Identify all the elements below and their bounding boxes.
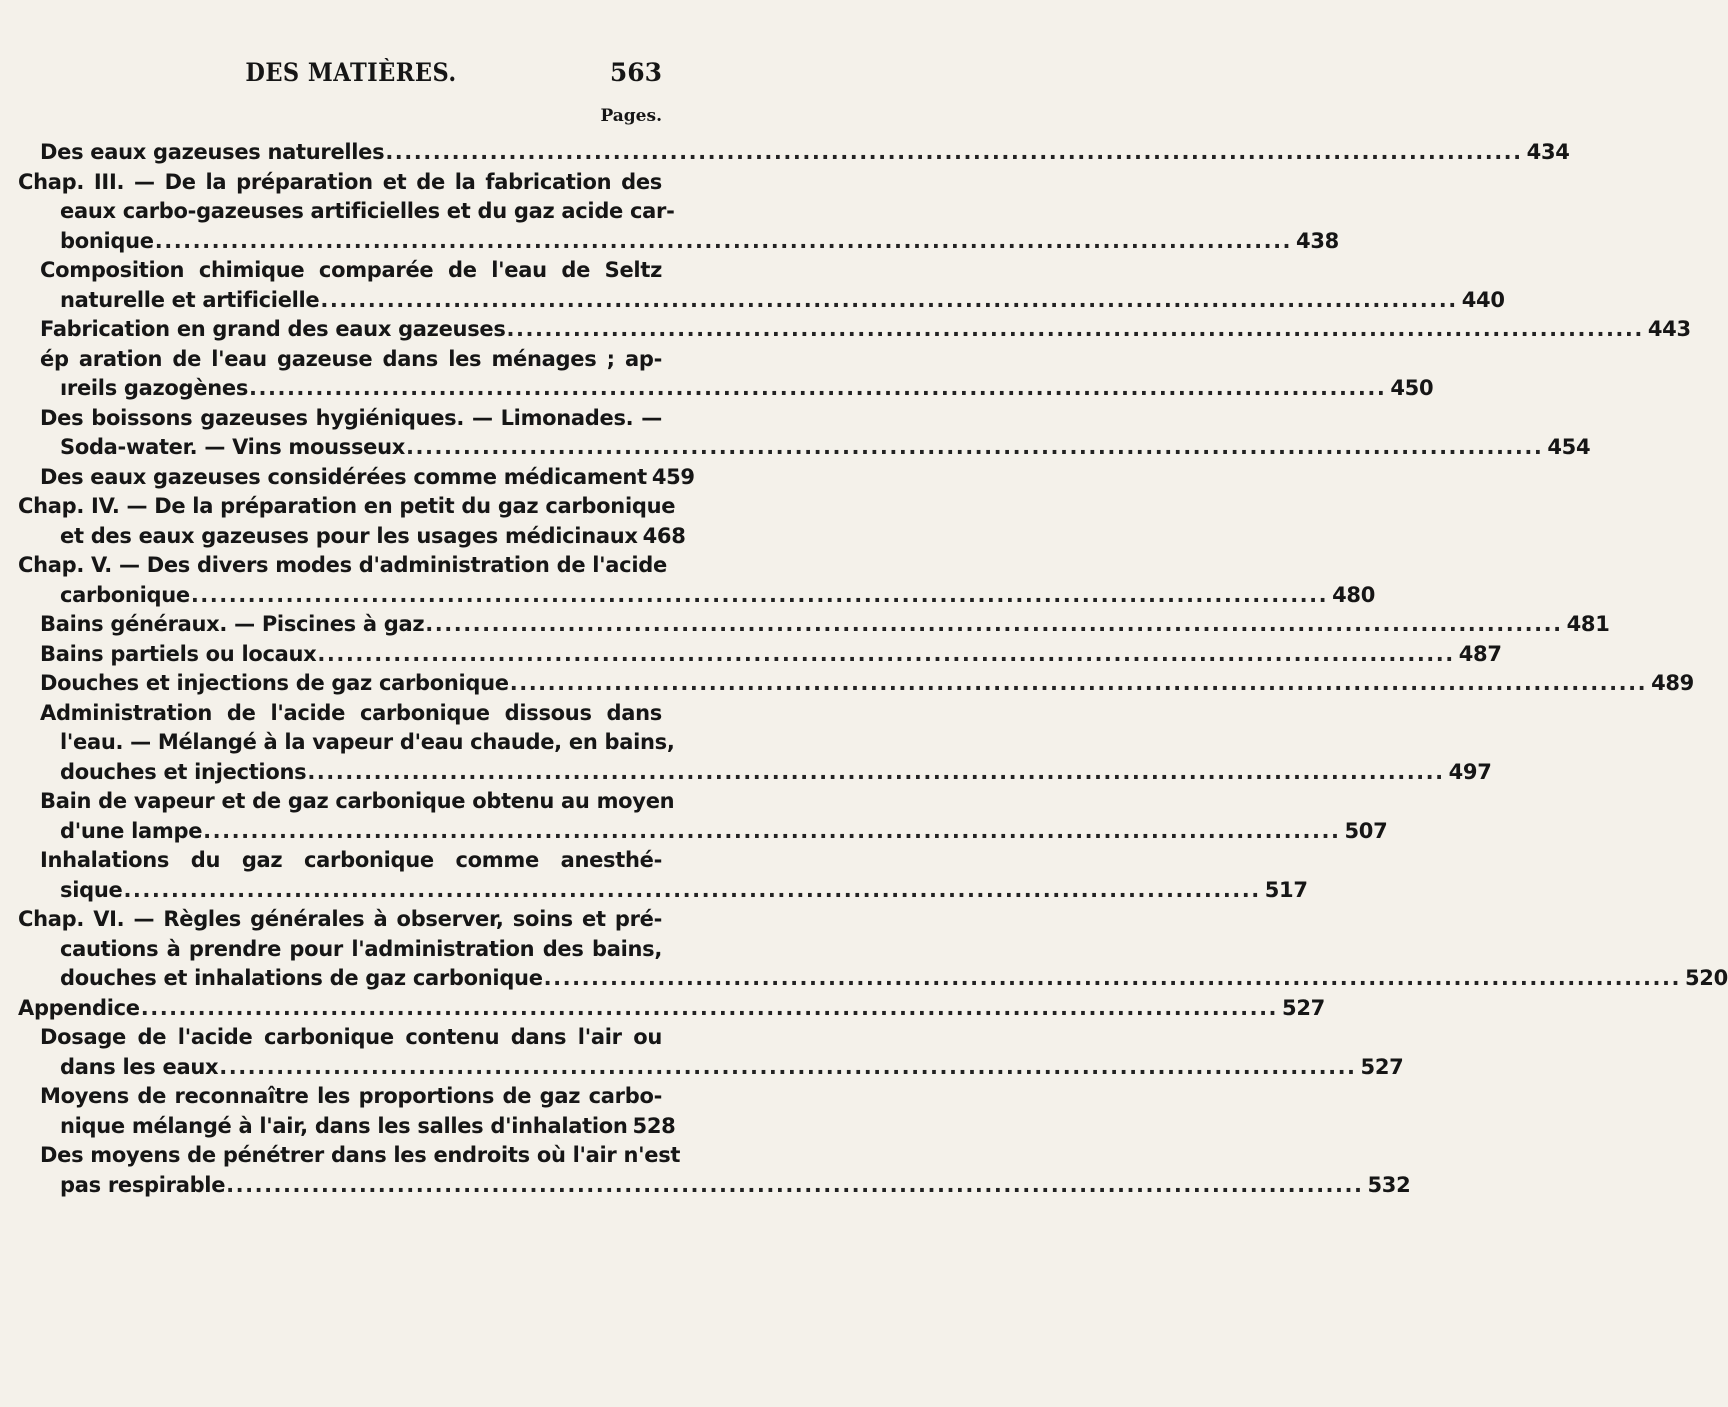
toc-entry-page: 489: [1651, 671, 1694, 695]
pages-column-label: Pages.: [600, 106, 662, 126]
dot-leader: ........................................................................................................................: [425, 612, 1563, 636]
dot-leader: ........................................................................................................................: [406, 435, 1544, 459]
toc-entry-text: Fabrication en grand des eaux gazeuses: [40, 317, 506, 341]
toc-entry-line: [0, 610, 1610, 640]
toc-entry: [0, 1082, 800, 1141]
toc-entry-text: Des eaux gazeuses considérées comme médicament: [40, 464, 647, 489]
dot-leader: ........................................................................................................................: [320, 287, 1458, 312]
toc-entry-text: Appendice: [18, 995, 140, 1020]
running-title: DES MATIÈRES.: [245, 58, 457, 87]
dot-leader: ........................................................................................................................: [190, 582, 1329, 607]
toc-entry-page: 487: [1458, 641, 1502, 666]
toc-entry-line: Chap. V. — Des divers modes d'administration de l'acide: [18, 553, 667, 577]
toc-entry-page: 434: [1526, 140, 1570, 164]
toc-entry-line: [0, 640, 1502, 670]
dot-leader: ........................................................................................................................: [219, 1054, 1357, 1079]
toc-entry: [0, 138, 1570, 168]
toc-entry-line: [0, 138, 1570, 168]
toc-entry-text: bonique: [60, 228, 154, 253]
toc-entry-line: [0, 994, 1325, 1024]
dot-leader: ........................................................................................................................: [140, 995, 1279, 1020]
toc-entry: [0, 404, 1591, 463]
dot-leader: ........................................................................................................................: [509, 671, 1648, 695]
toc-entry-line: Des boissons gazeuses hygiéniques. — Limonades. —: [40, 405, 662, 430]
toc-entry: [0, 256, 1505, 315]
toc-entry-page: 497: [1448, 759, 1492, 784]
toc-entry-line: [0, 876, 1308, 906]
toc-entry-page: 450: [1390, 376, 1434, 400]
toc-entry-line: cautions à prendre pour l'administration des bains,: [60, 936, 662, 961]
dot-leader: ........................................................................................................................: [154, 228, 1293, 253]
toc-entry-page: 481: [1566, 612, 1610, 636]
toc-entry-text: Douches et injections de gaz carbonique: [40, 671, 509, 695]
toc-entry-text: pas respirable: [60, 1172, 226, 1197]
toc-entry-page: 532: [1367, 1172, 1411, 1197]
toc-entry-line: ép aration de l'eau gazeuse dans les ménages ; ap-: [40, 346, 662, 371]
dot-leader: ........................................................................................................................: [226, 1172, 1364, 1197]
toc-entry-text: naturelle et artificielle: [60, 287, 320, 312]
dot-leader: ........................................................................................................................: [385, 140, 1523, 164]
toc-entry: [0, 1141, 1411, 1200]
page-number: 563: [609, 58, 662, 87]
toc-entry: [0, 1023, 1404, 1082]
toc-entry-text: et des eaux gazeuses pour les usages médicinaux: [60, 523, 638, 548]
toc-entry-page: 454: [1547, 435, 1591, 459]
toc-entry-line: Composition chimique comparée de l'eau de Seltz: [40, 258, 662, 282]
toc-entry-page: 459: [651, 464, 695, 489]
toc-entry-line: [0, 315, 1691, 345]
toc-entry-text: douches et injections: [60, 759, 307, 784]
toc-entry-line: eaux carbo-gazeuses artificielles et du gaz acide car-: [60, 199, 675, 223]
toc-entry-page: 528: [632, 1113, 676, 1138]
toc-entry-line: Administration de l'acide carbonique dissous dans: [40, 700, 662, 725]
toc-entry-text: Des eaux gazeuses naturelles: [40, 140, 385, 164]
toc-entry: [0, 168, 1339, 257]
toc-entry-line: [0, 758, 1492, 788]
toc-entry-line: Chap. VI. — Règles générales à observer, soins et pré-: [18, 907, 662, 931]
toc-entry: [0, 551, 1376, 610]
toc-entry-line: [0, 1053, 1404, 1083]
toc-entry: [0, 699, 1492, 788]
toc-entry-line: [0, 374, 1434, 404]
toc-entry-line: Inhalations du gaz carbonique comme anesthé-: [40, 848, 662, 872]
toc-entry-line: [0, 463, 695, 493]
toc-entry: [0, 463, 800, 493]
toc-entry-page: 438: [1296, 228, 1339, 253]
toc-entry: [0, 846, 1308, 905]
dot-leader: ........................................................................................................................: [203, 818, 1341, 843]
toc-entry-line: [0, 1112, 676, 1142]
dot-leader: ........................................................................................................................: [543, 966, 1681, 990]
toc-entry-page: 468: [642, 523, 686, 548]
toc-entry-text: carbonique: [60, 582, 190, 607]
toc-entry-line: [0, 433, 1591, 463]
toc-entry-page: 440: [1461, 287, 1505, 312]
toc-entry-page: 480: [1332, 582, 1376, 607]
toc-entry-page: 527: [1282, 995, 1325, 1020]
toc-entry-line: Moyens de reconnaître les proportions de gaz carbo-: [40, 1084, 662, 1108]
table-of-contents: [0, 138, 1728, 1200]
toc-entry-line: [0, 286, 1505, 316]
dot-leader: ........................................................................................................................: [123, 877, 1261, 902]
toc-entry-line: [0, 227, 1339, 257]
toc-entry: [0, 905, 1728, 994]
toc-entry-text: Bains généraux. — Piscines à gaz: [40, 612, 425, 636]
toc-entry-page: 527: [1360, 1054, 1404, 1079]
toc-entry: [0, 787, 1388, 846]
page-header: [40, 58, 662, 94]
toc-entry: [0, 492, 800, 551]
dot-leader: ........................................................................................................................: [317, 641, 1455, 666]
toc-entry-line: [0, 817, 1388, 847]
toc-entry-line: Dosage de l'acide carbonique contenu dans l'air ou: [40, 1025, 662, 1049]
toc-entry: [0, 315, 1691, 345]
dot-leader: ........................................................................................................................: [249, 376, 1387, 400]
toc-entry-line: l'eau. — Mélangé à la vapeur d'eau chaude, en bains,: [60, 730, 675, 754]
toc-entry-line: [0, 1171, 1411, 1201]
toc-entry: [0, 669, 1694, 699]
toc-entry-line: Chap. IV. — De la préparation en petit du gaz carbonique: [18, 494, 676, 518]
toc-entry-page: 517: [1264, 877, 1308, 902]
toc-entry-page: 520: [1684, 966, 1728, 990]
toc-entry-line: [0, 964, 1728, 994]
toc-entry-text: d'une lampe: [60, 818, 203, 843]
toc-entry-text: sique: [60, 877, 123, 902]
dot-leader: ........................................................................................................................: [307, 759, 1445, 784]
toc-entry-line: Chap. III. — De la préparation et de la fabrication des: [18, 169, 662, 194]
toc-entry: [0, 994, 1325, 1024]
toc-entry-text: Bains partiels ou locaux: [40, 641, 317, 666]
dot-leader: ........................................................................................................................: [506, 317, 1644, 341]
toc-entry-text: dans les eaux: [60, 1054, 219, 1079]
toc-entry-line: [0, 669, 1694, 699]
toc-entry-page: 507: [1344, 818, 1388, 843]
toc-entry-text: Soda-water. — Vins mousseux: [60, 435, 406, 459]
toc-entry-line: Bain de vapeur et de gaz carbonique obtenu au moyen: [40, 789, 675, 813]
toc-entry-text: nique mélangé à l'air, dans les salles d'inhalation: [60, 1113, 628, 1138]
toc-entry: [0, 610, 1610, 640]
toc-entry-line: [0, 581, 1376, 611]
toc-entry-line: Des moyens de pénétrer dans les endroits où l'air n'est: [40, 1143, 681, 1167]
toc-entry: [0, 640, 1502, 670]
toc-entry-text: ıreils gazogènes: [60, 376, 249, 400]
toc-entry-page: 443: [1647, 317, 1691, 341]
toc-entry: [0, 345, 1434, 404]
toc-entry-text: douches et inhalations de gaz carbonique: [60, 966, 543, 990]
toc-entry-line: [0, 522, 686, 552]
